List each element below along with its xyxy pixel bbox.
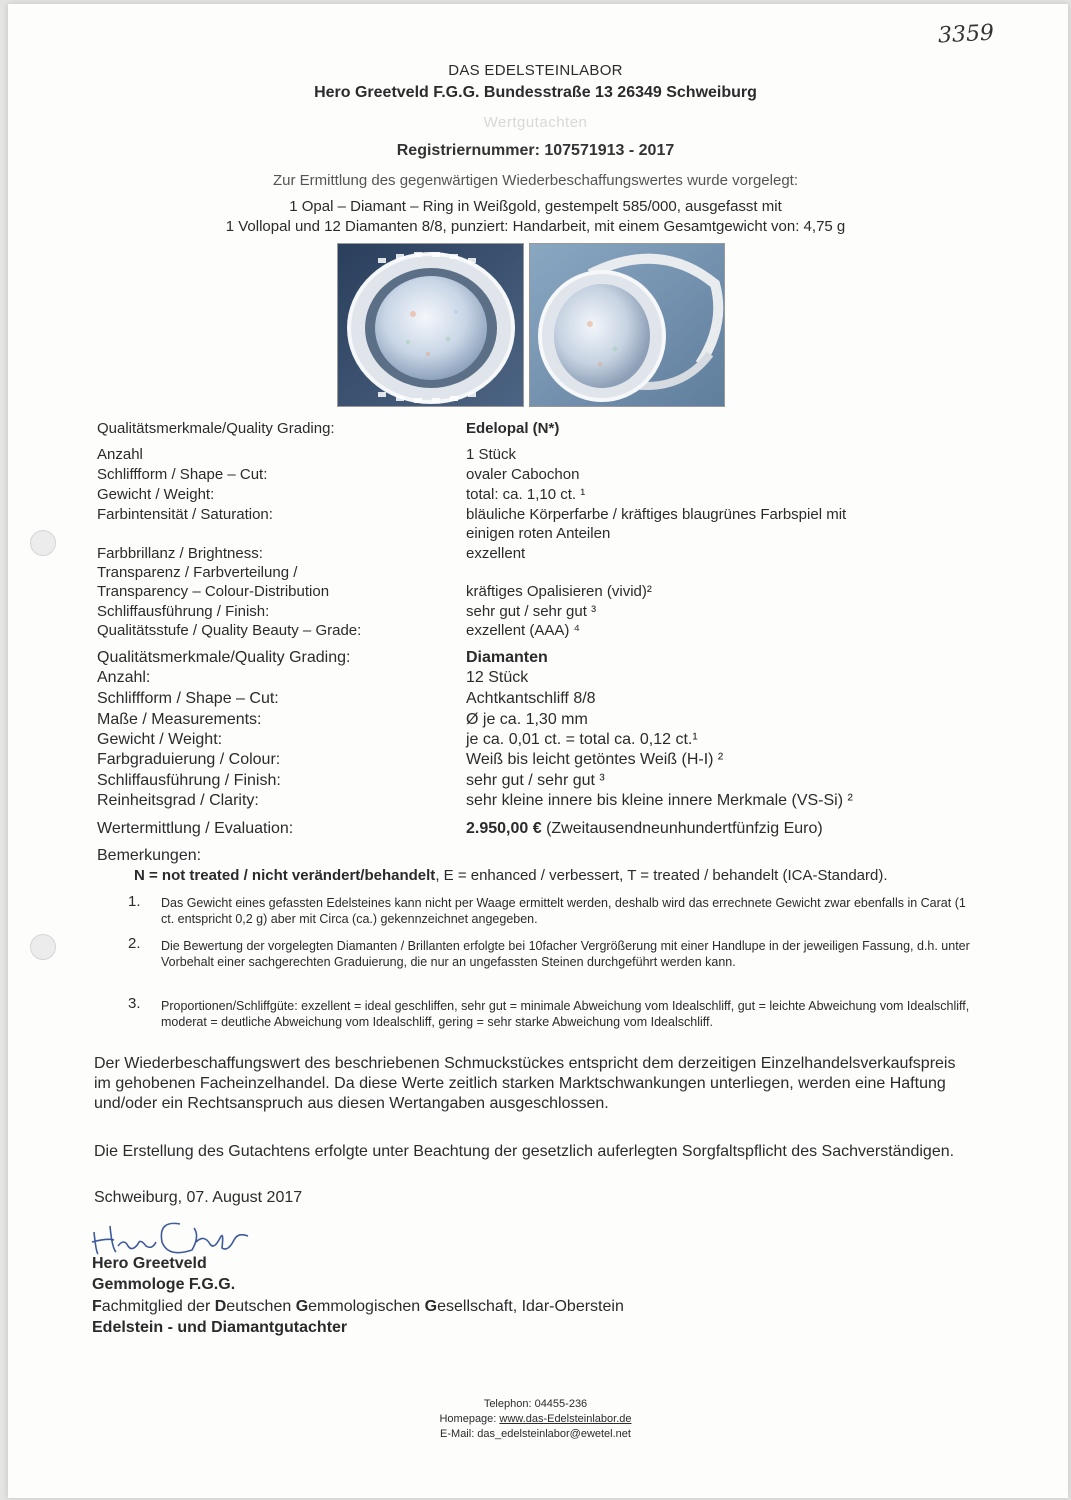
diamond-value: je ca. 0,01 ct. = total ca. 0,12 ct.¹ (466, 731, 698, 748)
registration-number: Registriernummer: 107571913 - 2017 (396, 142, 675, 159)
lab-address: Hero Greetveld F.G.G. Bundesstraße 13 26349 Schweiburg (314, 84, 757, 101)
membership-part: D (214, 1298, 227, 1315)
footer-phone: Telephon: 04455-236 (483, 1398, 588, 1410)
footer-homepage (0, 1412, 1071, 1427)
opal-label: Schliffform / Shape – Cut: (97, 466, 268, 483)
opal-value: ovaler Cabochon (466, 466, 580, 483)
note-number: 1. (128, 893, 141, 910)
diamond-heading-label: Qualitätsmerkmale/Quality Grading: (97, 649, 351, 666)
note-text: Die Bewertung der vorgelegten Diamanten / Brillanten erfolgte bei 10facher Vergrößerung mit einer Handlupe in der jeweiligen Fassung, d.h. unter Vorbehalt einer sachgerechten Graduierung, die nur an ungefassten Steinen durchgeführt werden kann. (161, 939, 970, 969)
diamond-value: Weiß bis leicht getöntes Weiß (H-I) ² (466, 751, 724, 768)
ring-photo-top (337, 243, 524, 407)
membership-part: achmitglied der (101, 1298, 215, 1315)
evaluation-amount: 2.950,00 € (466, 820, 542, 837)
diamond-label: Maße / Measurements: (97, 711, 262, 728)
legend-rest: , E = enhanced / verbessert, T = treated / behandelt (ICA-Standard). (435, 867, 888, 884)
homepage-label: Homepage: (439, 1413, 500, 1425)
signer-role: Edelstein - und Diamantgutachter (92, 1319, 348, 1336)
membership-part: emmologischen (308, 1298, 425, 1315)
opal-label: Schliffausführung / Finish: (97, 603, 270, 620)
evaluation-value (466, 820, 823, 838)
diamond-heading-value: Diamanten (466, 649, 548, 666)
punch-hole (30, 934, 56, 960)
opal-value: exzellent (AAA) ⁴ (466, 622, 580, 639)
opal-heading-value: Edelopal (N*) (466, 420, 560, 437)
opal-value: bläuliche Körperfarbe / kräftiges blaugrünes Farbspiel mit (466, 506, 847, 523)
diamond-value: Achtkantschliff 8/8 (466, 690, 596, 707)
membership-part: F (92, 1298, 102, 1315)
note-number: 3. (128, 995, 141, 1012)
diamond-label: Farbgraduierung / Colour: (97, 751, 281, 768)
diligence-paragraph: Die Erstellung des Gutachtens erfolgte unter Beachtung der gesetzlich auferlegten Sorgfaltspflicht des Sachverständigen. (94, 1143, 955, 1160)
remarks-heading: Bemerkungen: (97, 847, 202, 864)
opal-label: Farbbrillanz / Brightness: (97, 545, 263, 562)
membership-part: eutschen (226, 1298, 296, 1315)
evaluation-words: (Zweitausendneunhundertfünfzig Euro) (541, 820, 823, 837)
footer-email: E-Mail: das_edelsteinlabor@ewetel.net (440, 1428, 631, 1440)
opal-label: Qualitätsstufe / Quality Beauty – Grade: (97, 622, 362, 639)
opal-value: kräftiges Opalisieren (vivid)² (466, 583, 652, 600)
signer-name: Hero Greetveld (92, 1255, 207, 1272)
ring-photo-side (529, 243, 725, 407)
intro-line-3: 1 Vollopal und 12 Diamanten 8/8, punziert: Handarbeit, mit einem Gesamtgewicht von: 4,75 g (225, 218, 846, 235)
place-date: Schweiburg, 07. August 2017 (94, 1189, 303, 1206)
opal-label: Gewicht / Weight: (97, 486, 215, 503)
signer-membership (92, 1298, 624, 1316)
diamond-value: 12 Stück (466, 669, 529, 686)
membership-part: esellschaft, Idar-Oberstein (437, 1298, 624, 1315)
handwritten-number: 3359 (937, 20, 995, 49)
diamond-value: sehr kleine innere bis kleine innere Merkmale (VS-Si) ² (466, 792, 853, 809)
document-title: Wertgutachten (483, 114, 588, 131)
opal-value: exzellent (466, 545, 526, 562)
homepage-link[interactable]: www.das-Edelsteinlabor.de (499, 1413, 632, 1425)
diamond-label: Schliffform / Shape – Cut: (97, 690, 279, 707)
note-number: 2. (128, 935, 141, 952)
legend-bold: N = not treated / nicht verändert/behandelt (134, 867, 436, 884)
diamond-value: Ø je ca. 1,30 mm (466, 711, 588, 728)
membership-part: G (295, 1298, 309, 1315)
opal-label: Farbintensität / Saturation: (97, 506, 273, 523)
intro-line-1: Zur Ermittlung des gegenwärtigen Wiederbeschaffungswertes wurde vorgelegt: (273, 172, 798, 189)
punch-hole (30, 530, 56, 556)
note-text: Proportionen/Schliffgüte: exzellent = ideal geschliffen, sehr gut = minimale Abweichung vom Idealschliff, gut = leichte Abweichung vom Idealschliff, moderat = deutliche Abweichung vom Idealschliff, gering = sehr starke Abweichung vom Idealschliff. (161, 999, 970, 1029)
liability-paragraph: Der Wiederbeschaffungswert des beschriebenen Schmuckstückes entspricht dem derzeitigen Einzelhandelsverkaufspreis im gehobenen Facheinzelhandel. Da diese Werte zeitlich starken Marktschwankungen unterliegen, werden eine Haftung und/oder ein Rechtsanspruch aus diesen Wertangaben ausgeschlossen. (94, 1055, 956, 1112)
note-text: Das Gewicht eines gefassten Edelsteines kann nicht per Waage ermittelt werden, deshalb wird das errechnete Gewicht zwar ebenfalls in Carat (1 ct. entspricht 0,2 g) aber mit Circa (ca.) gekennzeichnet angegeben. (161, 896, 966, 926)
opal-heading-label: Qualitätsmerkmale/Quality Grading: (97, 420, 335, 437)
signer-title: Gemmologe F.G.G. (92, 1276, 236, 1293)
diamond-value: sehr gut / sehr gut ³ (466, 772, 605, 789)
opal-value: total: ca. 1,10 ct. ¹ (466, 486, 586, 503)
diamond-label: Schliffausführung / Finish: (97, 772, 281, 789)
opal-label: Transparency – Colour-Distribution (97, 583, 330, 600)
diamond-label: Anzahl: (97, 669, 151, 686)
opal-value: einigen roten Anteilen (466, 525, 611, 542)
opal-label: Anzahl (97, 446, 143, 463)
lab-name: DAS EDELSTEINLABOR (448, 62, 623, 79)
intro-line-2: 1 Opal – Diamant – Ring in Weißgold, gestempelt 585/000, ausgefasst mit (289, 198, 782, 215)
opal-value: sehr gut / sehr gut ³ (466, 603, 597, 620)
treatment-legend (134, 867, 888, 884)
opal-label: Transparenz / Farbverteilung / (97, 564, 298, 581)
opal-value: 1 Stück (466, 446, 517, 463)
diamond-label: Reinheitsgrad / Clarity: (97, 792, 259, 809)
membership-part: G (424, 1298, 438, 1315)
diamond-label: Gewicht / Weight: (97, 731, 223, 748)
evaluation-label: Wertermittlung / Evaluation: (97, 820, 294, 837)
